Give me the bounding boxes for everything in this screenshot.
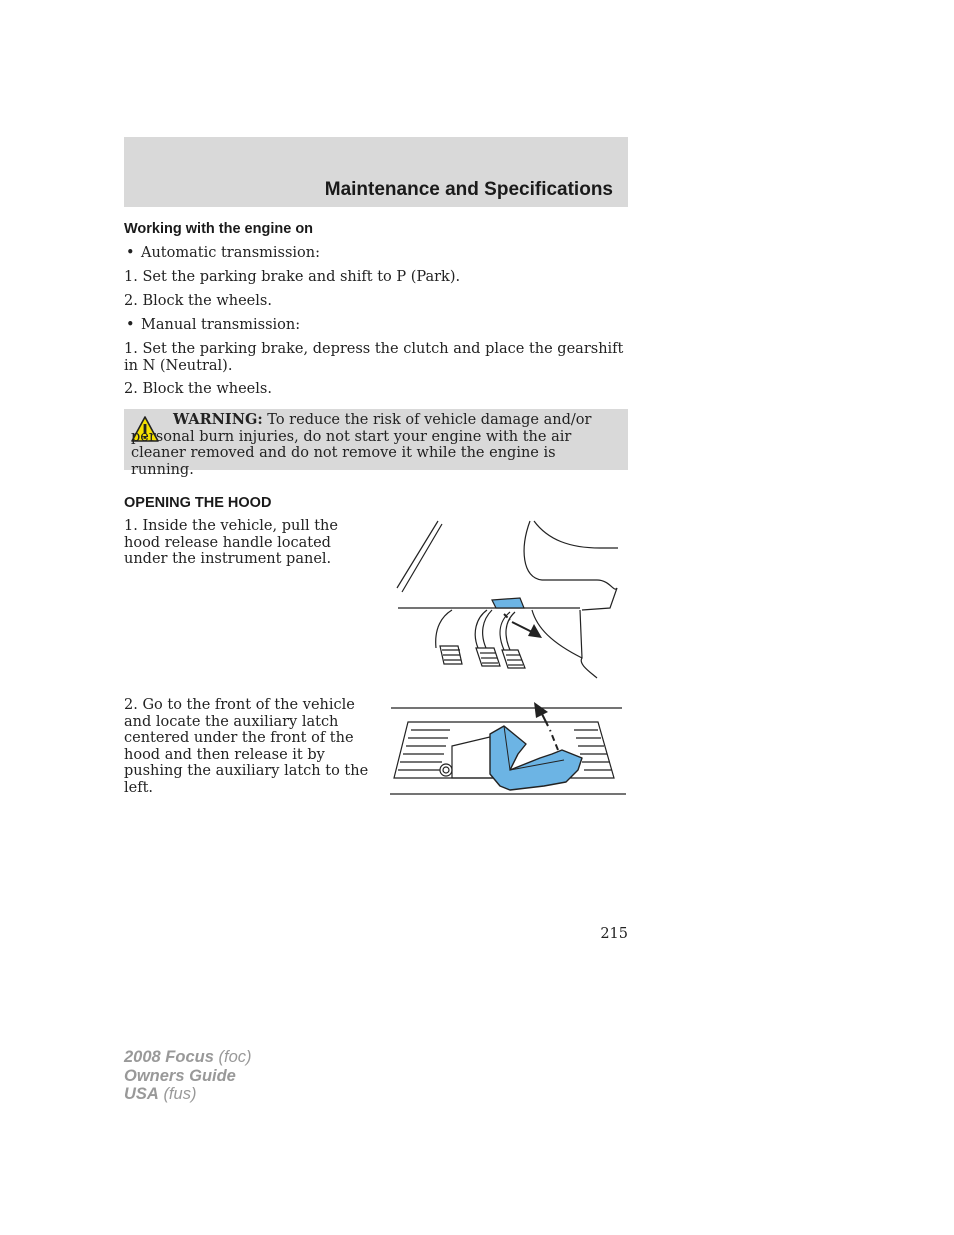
list-item: • Automatic transmission:	[124, 245, 641, 262]
header-band	[124, 137, 628, 207]
footer-model: 2008 Focus	[124, 1048, 214, 1066]
footer-document-id	[124, 1048, 251, 1104]
list-item: 2. Block the wheels.	[124, 381, 272, 397]
warning-label: WARNING:	[173, 411, 263, 428]
page-number: 215	[600, 926, 628, 942]
auxiliary-latch-illustration	[386, 700, 630, 802]
list-item: • Manual transmission:	[124, 317, 641, 334]
page-title: Maintenance and Specifications	[324, 179, 613, 200]
hood-release-handle-illustration	[392, 518, 624, 680]
footer-guide: Owners Guide	[124, 1066, 236, 1085]
footer-model-code: (foc)	[218, 1048, 252, 1066]
hood-step-1: 1. Inside the vehicle, pull the hood release handle located under the instrument panel.	[124, 518, 338, 567]
list-item: 1. Set the parking brake and shift to P (Park).	[124, 269, 461, 285]
footer-market: USA	[124, 1085, 159, 1103]
section-heading-engine-on: Working with the engine on	[124, 221, 314, 237]
warning-text	[131, 412, 621, 478]
warning-box	[124, 409, 628, 478]
warning-body: To reduce the risk of vehicle damage and/or personal burn injuries, do not start your engine with the air cleaner removed and do not remove it while the engine is running.	[131, 412, 592, 478]
section-heading-opening-hood: OPENING THE HOOD	[124, 495, 272, 511]
list-item: 1. Set the parking brake, depress the clutch and place the gearshift in N (Neutral).	[124, 341, 624, 374]
list-item: 2. Block the wheels.	[124, 293, 272, 309]
hood-step-2: 2. Go to the front of the vehicle and locate the auxiliary latch centered under the front of the hood and then release it by pushing the auxiliary latch to the left.	[124, 697, 369, 796]
footer-market-code: (fus)	[163, 1085, 197, 1103]
